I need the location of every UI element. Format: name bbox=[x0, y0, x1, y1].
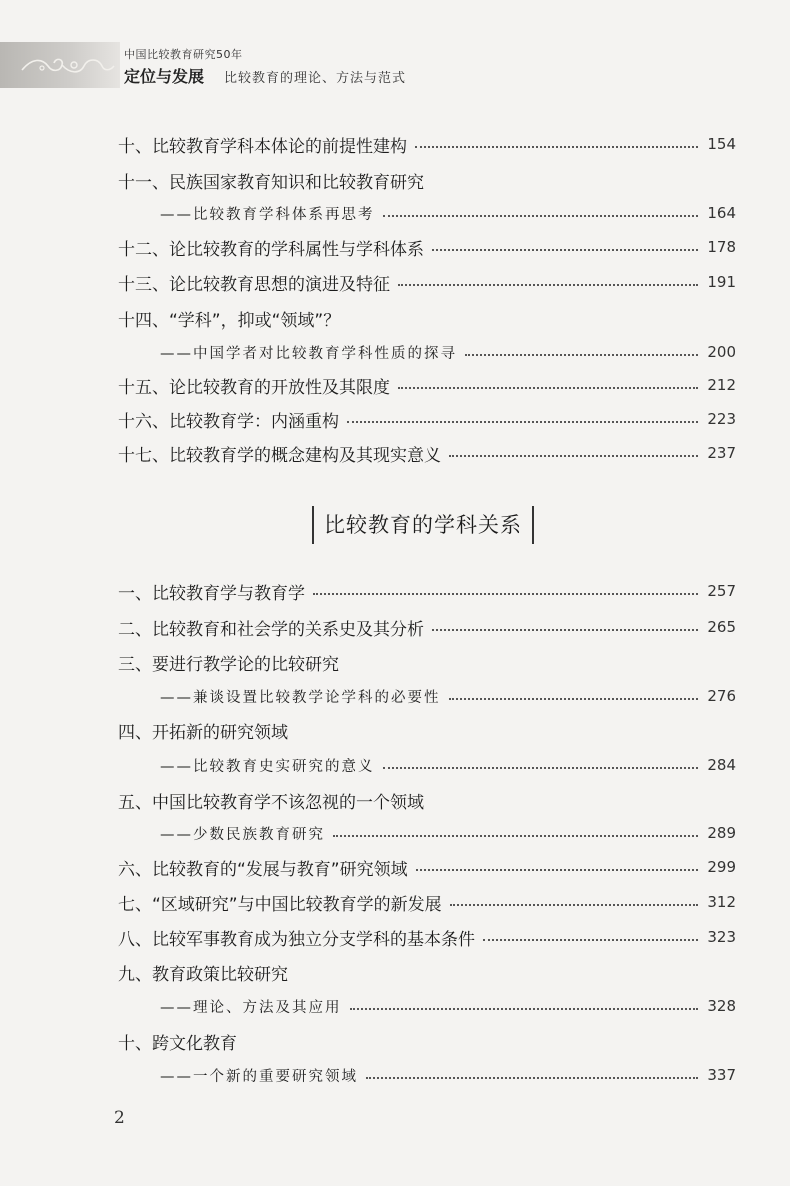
toc-subentry[interactable] bbox=[160, 338, 736, 366]
toc-entry-title: 三、要进行教学论的比较研究 bbox=[118, 654, 339, 675]
toc-subentry[interactable] bbox=[160, 199, 736, 227]
toc-entry[interactable] bbox=[118, 888, 736, 916]
toc-entry-page: 154 bbox=[707, 135, 736, 153]
toc-entry-page: 200 bbox=[707, 343, 736, 361]
toc-entry-title: ——中国学者对比较教育学科性质的探寻 bbox=[160, 345, 457, 362]
toc-entry[interactable] bbox=[118, 304, 736, 332]
series-title: 中国比较教育研究50年 bbox=[124, 48, 243, 61]
toc-entry-title: 四、开拓新的研究领域 bbox=[118, 722, 288, 743]
toc-entry-title: ——理论、方法及其应用 bbox=[160, 999, 342, 1016]
toc-entry-title: 七、“区域研究”与中国比较教育学的新发展 bbox=[118, 894, 442, 915]
toc-entry[interactable] bbox=[118, 786, 736, 814]
toc-entry[interactable] bbox=[118, 923, 736, 951]
scroll-ornament-icon bbox=[18, 52, 118, 80]
toc-entry-page: 212 bbox=[707, 376, 736, 394]
toc-leader bbox=[333, 835, 698, 837]
toc-leader bbox=[313, 593, 698, 595]
toc-entry[interactable] bbox=[118, 166, 736, 194]
toc-entry-title: ——一个新的重要研究领域 bbox=[160, 1068, 358, 1085]
toc-entry-title: 五、中国比较教育学不该忽视的一个领域 bbox=[118, 792, 424, 813]
toc-entry-title: 九、教育政策比较研究 bbox=[118, 964, 288, 985]
toc-subentry[interactable] bbox=[160, 992, 736, 1020]
toc-leader bbox=[398, 284, 698, 286]
toc-entry-page: 223 bbox=[707, 410, 736, 428]
toc-entry-title: 一、比较教育学与教育学 bbox=[118, 583, 305, 604]
section-heading: 比较教育的学科关系 bbox=[312, 506, 534, 544]
toc-entry[interactable] bbox=[118, 371, 736, 399]
toc-entry-title: 十五、论比较教育的开放性及其限度 bbox=[118, 377, 390, 398]
page-number: 2 bbox=[114, 1108, 125, 1128]
toc-leader bbox=[366, 1077, 698, 1079]
toc-leader bbox=[383, 215, 699, 217]
toc-entry-title: ——比较教育史实研究的意义 bbox=[160, 758, 375, 775]
toc-subentry[interactable] bbox=[160, 1061, 736, 1089]
toc-entry-title: ——兼谈设置比较教学论学科的必要性 bbox=[160, 689, 441, 706]
toc-subentry[interactable] bbox=[160, 819, 736, 847]
toc-entry[interactable] bbox=[118, 405, 736, 433]
toc-entry-page: 284 bbox=[707, 756, 736, 774]
toc-entry-title: 十四、“学科”，抑或“领域”？ bbox=[118, 310, 341, 331]
toc-entry[interactable] bbox=[118, 613, 736, 641]
toc-leader bbox=[347, 421, 698, 423]
toc-leader bbox=[483, 939, 698, 941]
toc-subentry[interactable] bbox=[160, 682, 736, 710]
toc-entry-page: 337 bbox=[707, 1066, 736, 1084]
toc-entry-title: 八、比较军事教育成为独立分支学科的基本条件 bbox=[118, 929, 475, 950]
toc-entry-page: 328 bbox=[707, 997, 736, 1015]
toc-entry[interactable] bbox=[118, 853, 736, 881]
toc-entry-title: 十三、论比较教育思想的演进及特征 bbox=[118, 274, 390, 295]
toc-entry-page: 323 bbox=[707, 928, 736, 946]
toc-entry-title: 十、比较教育学科本体论的前提性建构 bbox=[118, 136, 407, 157]
toc-entry[interactable] bbox=[118, 130, 736, 158]
toc-entry-page: 191 bbox=[707, 273, 736, 291]
toc-entry-title: ——少数民族教育研究 bbox=[160, 826, 325, 843]
toc-entry-title: ——比较教育学科体系再思考 bbox=[160, 206, 375, 223]
toc-entry[interactable] bbox=[118, 716, 736, 744]
toc-leader bbox=[416, 869, 698, 871]
toc-entry[interactable] bbox=[118, 648, 736, 676]
toc-entry-page: 257 bbox=[707, 582, 736, 600]
toc-entry-title: 十二、论比较教育的学科属性与学科体系 bbox=[118, 239, 424, 260]
toc-leader bbox=[383, 767, 699, 769]
toc-leader bbox=[415, 146, 698, 148]
toc-entry-page: 312 bbox=[707, 893, 736, 911]
toc-leader bbox=[449, 698, 699, 700]
toc-leader bbox=[450, 904, 698, 906]
toc-entry[interactable] bbox=[118, 1027, 736, 1055]
toc-leader bbox=[432, 249, 698, 251]
toc-entry-page: 289 bbox=[707, 824, 736, 842]
toc-entry-title: 十、跨文化教育 bbox=[118, 1033, 237, 1054]
toc-entry-title: 十七、比较教育学的概念建构及其现实意义 bbox=[118, 445, 441, 466]
toc-leader bbox=[449, 455, 698, 457]
toc-entry[interactable] bbox=[118, 958, 736, 986]
toc-leader bbox=[398, 387, 698, 389]
toc-entry-title: 十一、民族国家教育知识和比较教育研究 bbox=[118, 172, 424, 193]
toc-entry-page: 178 bbox=[707, 238, 736, 256]
book-title: 定位与发展 bbox=[124, 67, 205, 86]
toc-leader bbox=[465, 354, 698, 356]
toc-entry-title: 二、比较教育和社会学的关系史及其分析 bbox=[118, 619, 424, 640]
toc-entry-page: 164 bbox=[707, 204, 736, 222]
toc-entry-title: 十六、比较教育学：内涵重构 bbox=[118, 411, 339, 432]
toc-entry[interactable] bbox=[118, 439, 736, 467]
book-subtitle: 比较教育的理论、方法与范式 bbox=[224, 71, 407, 86]
toc-leader bbox=[350, 1008, 699, 1010]
toc-entry[interactable] bbox=[118, 577, 736, 605]
toc-entry[interactable] bbox=[118, 268, 736, 296]
toc-entry-page: 265 bbox=[707, 618, 736, 636]
toc-entry-page: 299 bbox=[707, 858, 736, 876]
toc-entry-page: 276 bbox=[707, 687, 736, 705]
toc-entry-page: 237 bbox=[707, 444, 736, 462]
toc-leader bbox=[432, 629, 698, 631]
toc-entry-title: 六、比较教育的“发展与教育”研究领域 bbox=[118, 859, 408, 880]
toc-entry[interactable] bbox=[118, 233, 736, 261]
toc-subentry[interactable] bbox=[160, 751, 736, 779]
